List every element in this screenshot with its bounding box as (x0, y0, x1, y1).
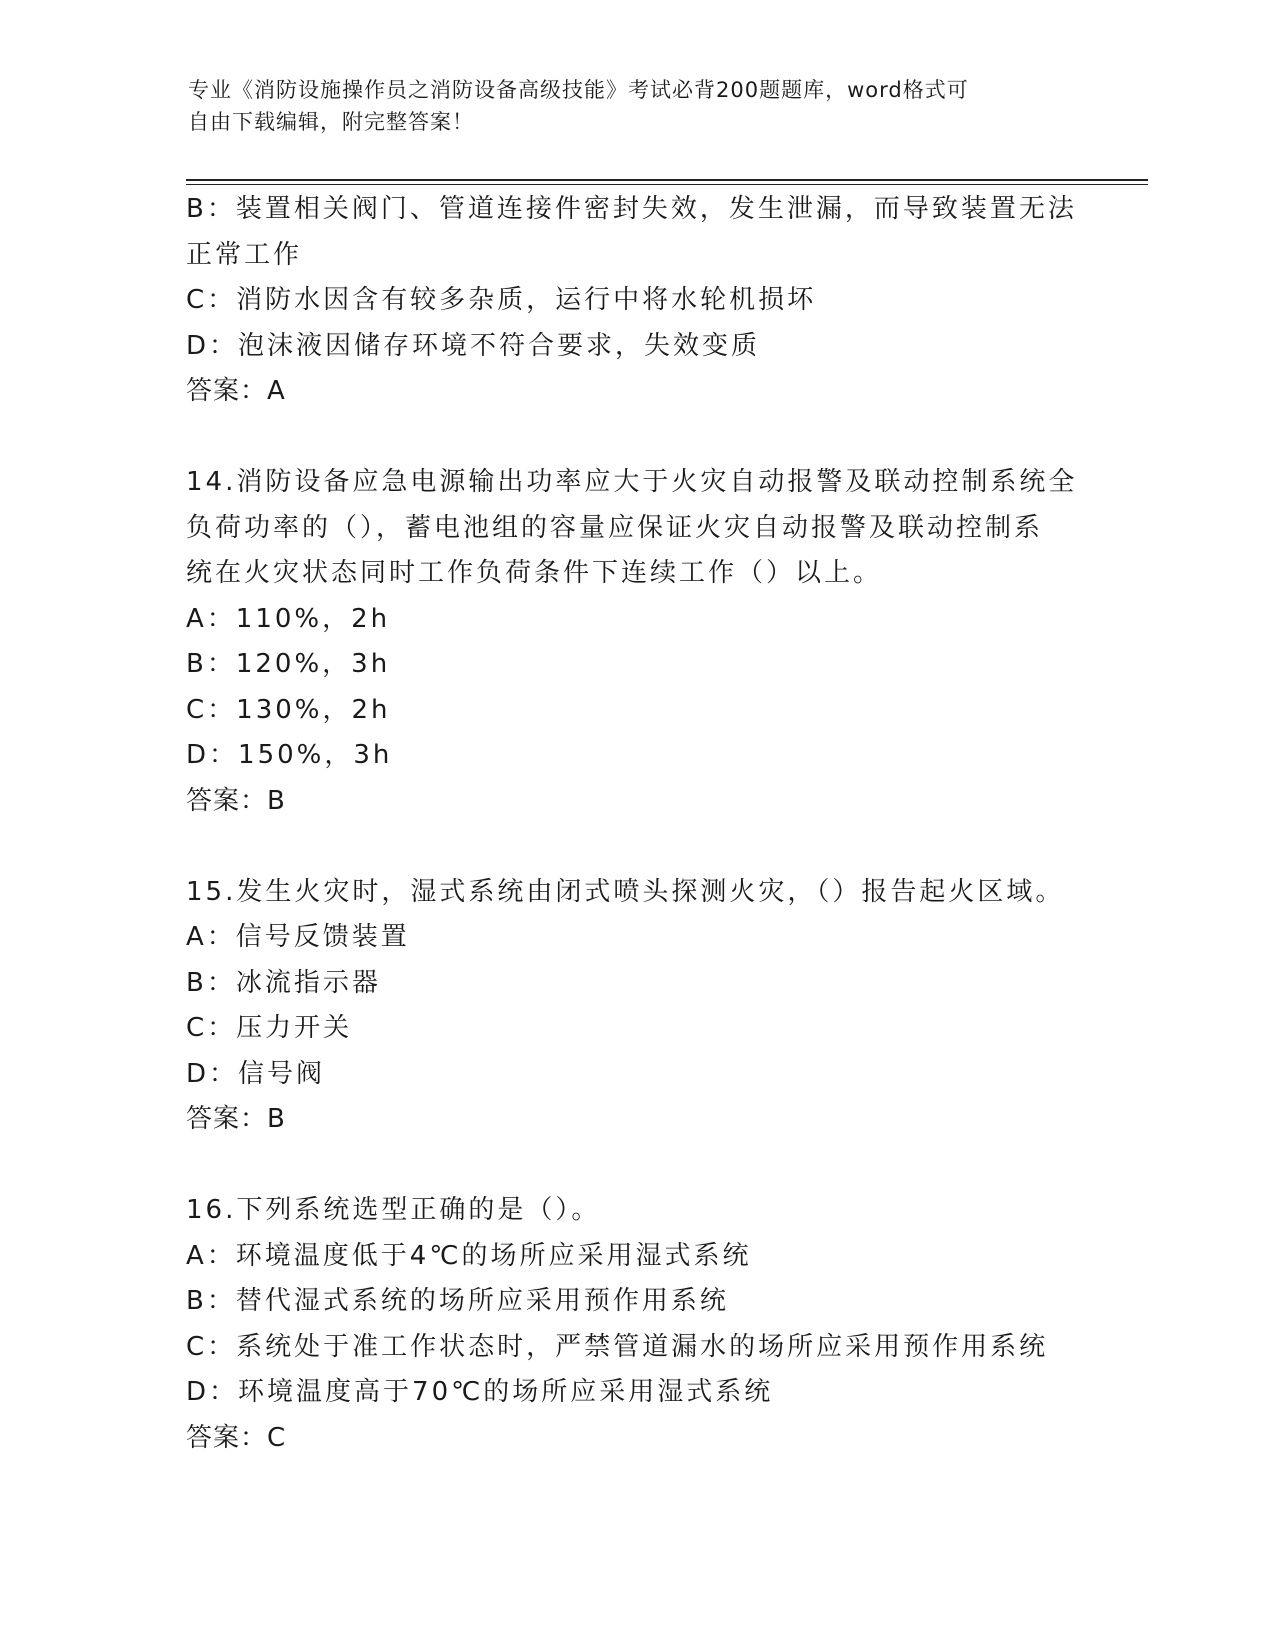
option-a: A：信号反馈装置 (186, 922, 410, 952)
option-c: C：系统处于准工作状态时，严禁管道漏水的场所应采用预作用系统 (186, 1331, 1049, 1362)
question-list (186, 187, 1086, 1461)
answer: 答案：B (186, 785, 286, 816)
answer: 答案：C (186, 1422, 287, 1453)
answer: 答案：A (186, 376, 286, 406)
option-b-line-1: B：装置相关阀门、管道连接件密封失效，发生泄漏，而导致装置无法 (186, 194, 1077, 224)
option-c: C：130%，2h (186, 694, 391, 725)
option-c: C：压力开关 (186, 1013, 353, 1043)
question-15 (186, 870, 1086, 1143)
option-c: C：消防水因含有较多杂质，运行中将水轮机损坏 (186, 285, 817, 315)
option-d: D：泡沫液因储存环境不符合要求，失效变质 (186, 330, 761, 361)
answer: 答案：B (186, 1104, 286, 1134)
option-d: D：信号阀 (186, 1058, 326, 1089)
question-stem-line-1: 14.消防设备应急电源输出功率应大于火灾自动报警及联动控制系统全 (186, 467, 1078, 497)
question-stem-line-1: 16.下列系统选型正确的是（）。 (186, 1195, 601, 1225)
option-d: D：150%，3h (186, 740, 393, 770)
question-16 (186, 1188, 1086, 1461)
option-a: A：环境温度低于4℃的场所应采用湿式系统 (186, 1240, 752, 1271)
option-b: B：替代湿式系统的场所应采用预作用系统 (186, 1286, 729, 1316)
header-divider-top (186, 179, 1148, 181)
option-b: B：冰流指示器 (186, 967, 381, 998)
option-d: D：环境温度高于70℃的场所应采用湿式系统 (186, 1377, 774, 1407)
question-stem-line-3: 统在火灾状态同时工作负荷条件下连续工作（）以上。 (186, 558, 883, 588)
question-14 (186, 460, 1086, 824)
question-spacer (186, 415, 1086, 461)
question-stem-line-1: 15.发生火灾时，湿式系统由闭式喷头探测火灾，（）报告起火区域。 (186, 876, 1065, 907)
question-spacer (186, 1143, 1086, 1189)
question-stem-line-2: 负荷功率的（），蓄电池组的容量应保证火灾自动报警及联动控制系 (186, 512, 1044, 543)
header-divider-bottom (186, 184, 1148, 185)
question-spacer (186, 824, 1086, 870)
option-b: B：120%，3h (186, 649, 391, 679)
header-line-2: 自由下载编辑，附完整答案！ (188, 110, 474, 134)
option-a: A：110%，2h (186, 603, 391, 634)
header-line-1: 专业《消防设施操作员之消防设备高级技能》考试必背200题题库，word格式可 (188, 78, 969, 102)
option-b-line-2: 正常工作 (186, 239, 303, 270)
page-header (188, 74, 1068, 138)
question-13-continued (186, 187, 1086, 415)
